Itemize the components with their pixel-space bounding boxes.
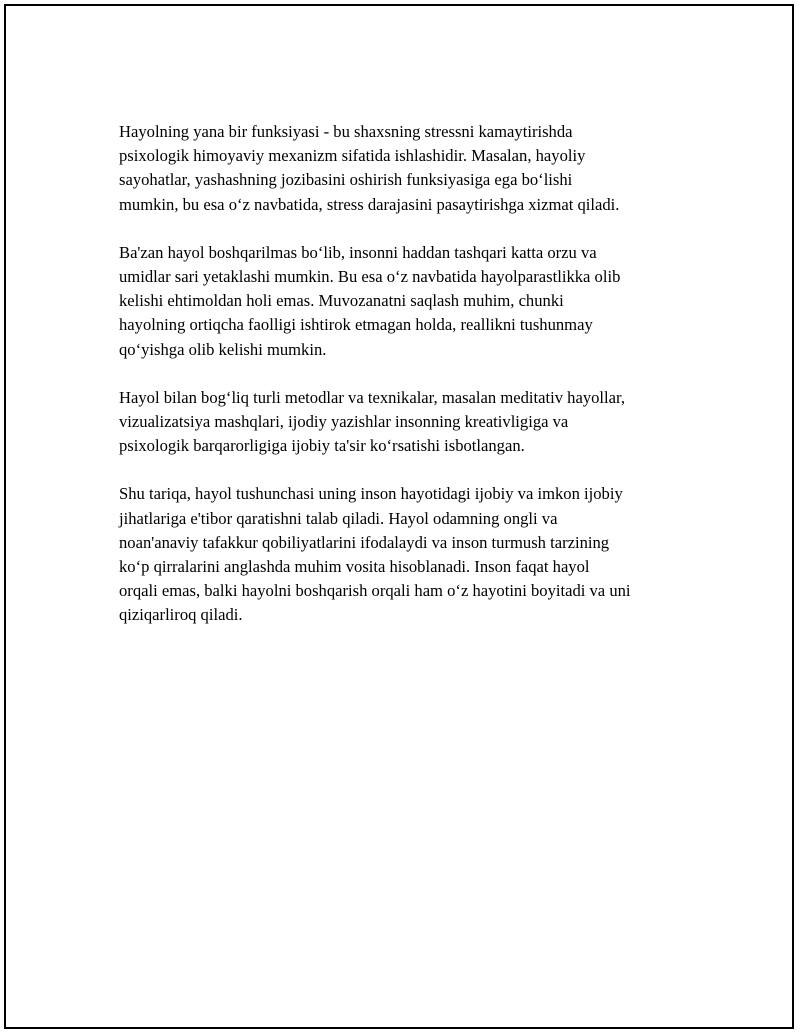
paragraph-3: Hayol bilan bog‘liq turli metodlar va texnikalar, masalan meditativ hayollar, vizualizatsiya mashqlari, ijodiy yazishlar insonning kreativligiga va psixologik barqarorligiga ijobiy ta'sir ko‘rsatishi isbotlangan. <box>119 387 626 456</box>
paragraph-4: Shu tariqa, hayol tushunchasi uning inson hayotidagi ijobiy va imkon ijobiy jihatlariga e'tibor qaratishni talab qiladi. Hayol odamning ongli va noan'anaviy tafakkur qobiliyatlarini ifodalaydi va inson turmush tarzining ko‘p qirralarini anglashda muhim vosita hisoblanadi. Inson faqat hayol orqali emas, balki hayolni boshqarish orqali ham o‘z hayotini boyitadi va uni qiziqarliroq qiladi. <box>119 484 631 625</box>
paragraph-1: Hayolning yana bir funksiyasi - bu shaxsning stressni kamaytirishda psixologik himoyaviy mexanizm sifatida ishlashidir. Masalan, hayoliy sayohatlar, yashashning jozibasini oshirish funksiyasiga ega bo‘lishi mumkin, bu esa o‘z navbatida, stress darajasini pasaytirishga xizmat qiladi. <box>119 122 620 214</box>
document-body <box>119 120 699 652</box>
paragraph-2: Ba'zan hayol boshqarilmas bo‘lib, insonni haddan tashqari katta orzu va umidlar sari yetaklashi mumkin. Bu esa o‘z navbatida hayolparastlikka olib kelishi ehtimoldan holi emas. Muvozanatni saqlash muhim, chunki hayolning ortiqcha faolligi ishtirok etmagan holda, reallikni tushunmay qo‘yishga olib kelishi mumkin. <box>119 242 621 359</box>
page-frame <box>4 4 794 1029</box>
